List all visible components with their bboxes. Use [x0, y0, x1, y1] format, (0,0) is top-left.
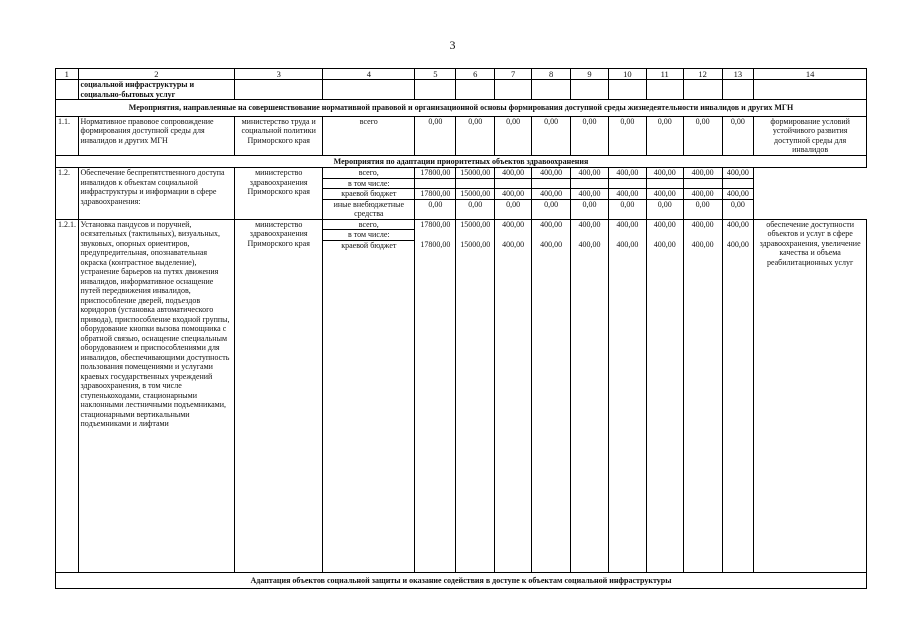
value-cell: 400,00: [571, 189, 609, 200]
header-cell: 10: [608, 69, 646, 80]
measures-table: [55, 68, 867, 589]
value-cell: 0,00: [722, 199, 754, 219]
table-row: [56, 168, 867, 179]
table-row: [56, 219, 867, 230]
value-cell: 17800,00: [415, 189, 456, 200]
value-cell: 400,00: [532, 189, 571, 200]
row-number: 1.2.: [56, 168, 79, 220]
row-number: 1.2.1.: [56, 219, 79, 572]
section-heading-row: [56, 155, 867, 168]
value-cell: 0,00: [608, 116, 646, 155]
executor: министерство здравоохранения Приморского края: [235, 219, 323, 572]
value-cell: 400,00: [495, 168, 532, 179]
value-cell: 15000,00: [456, 189, 495, 200]
row-number: 1.1.: [56, 116, 79, 155]
header-cell: 14: [754, 69, 867, 80]
value-cell: 0,00: [571, 116, 609, 155]
header-cell: 11: [646, 69, 683, 80]
header-cell: 5: [415, 69, 456, 80]
value-cell: 0,00: [495, 199, 532, 219]
value-cell: 400,00: [683, 219, 722, 230]
value-cell: 400,00: [722, 240, 754, 250]
value-cell: 400,00: [646, 168, 683, 179]
funding-source: иные внебюджетные средства: [323, 199, 415, 219]
section-heading-row: [56, 100, 867, 117]
value-cell: 400,00: [722, 189, 754, 200]
value-cell: 17800,00: [415, 168, 456, 179]
value-cell: 0,00: [532, 116, 571, 155]
value-cell: 17800,00: [415, 219, 456, 230]
value-cell: 400,00: [722, 219, 754, 230]
header-row: [56, 69, 867, 80]
expected-result: формирование условий устойчивого развития доступной среды для инвалидов: [754, 116, 867, 155]
value-cell: 400,00: [571, 219, 609, 230]
value-cell: 0,00: [571, 199, 609, 219]
funding-source: всего: [323, 116, 415, 155]
header-cell: 7: [495, 69, 532, 80]
header-cell: 2: [78, 69, 235, 80]
continuation-text: социальной инфраструктуры и социально-бытовых услуг: [78, 80, 235, 100]
value-cell: 400,00: [608, 168, 646, 179]
funding-source: в том числе:: [323, 230, 415, 241]
value-cell: 400,00: [495, 189, 532, 200]
value-cell: 400,00: [683, 168, 722, 179]
funding-source: краевой бюджет: [323, 189, 415, 200]
value-cell: 17800,00: [415, 240, 456, 250]
header-cell: 8: [532, 69, 571, 80]
header-cell: 13: [722, 69, 754, 80]
value-cell: 400,00: [532, 168, 571, 179]
table-row: [56, 116, 867, 155]
value-cell: 0,00: [415, 199, 456, 219]
header-cell: 3: [235, 69, 323, 80]
value-cell: 0,00: [532, 199, 571, 219]
header-cell: 12: [683, 69, 722, 80]
section-heading-row: [56, 572, 867, 589]
executor: министерство здравоохранения Приморского края: [235, 168, 323, 220]
value-cell: 400,00: [646, 219, 683, 230]
value-cell: 400,00: [495, 219, 532, 230]
value-cell: 400,00: [532, 240, 571, 250]
header-cell: 4: [323, 69, 415, 80]
value-cell: 400,00: [571, 168, 609, 179]
value-cell: 400,00: [532, 219, 571, 230]
value-cell: 0,00: [495, 116, 532, 155]
page-number: 3: [449, 38, 456, 52]
value-cell: 15000,00: [456, 168, 495, 179]
continuation-row: [56, 80, 867, 100]
value-cell: 400,00: [683, 240, 722, 250]
value-cell: 0,00: [456, 199, 495, 219]
measure-name: Обеспечение беспрепятственного доступа инвалидов к объектам социальной инфраструктуры и информации в сфере здравоохранения:: [78, 168, 235, 220]
executor: министерство труда и социальной политики Приморского края: [235, 116, 323, 155]
value-cell: 0,00: [646, 116, 683, 155]
measure-name: Установка пандусов и поручней, осязательных (тактильных), визуальных, звуковых, опорных ориентиров, предупредительная, опознавательная окраска (контрастное выделение), устранение барьеров на путях движения инвалидов, информативное оснащение путей передвижения инвалидов, приспособление дверей, подъездов коридоров (установка автоматического привода), приспособление входной группы, оборудование кнопки вызова помощника с обратной связью, оснащение специальным оборудованием и приспособлениями для инвалидов, обеспечивающими доступность пользования помещениями и услугами краевых государственных учреждений здравоохранения, в том числе ступенькоходами, стационарными наклонными лестничными подъемниками, стационарными вертикальными подъемниками и лифтами: [78, 219, 235, 572]
funding-source: всего,: [323, 219, 415, 230]
section-heading: Адаптация объектов социальной защиты и оказание содействия в доступе к объектам социальной инфраструктуры: [56, 572, 867, 589]
section-heading: Мероприятия по адаптации приоритетных объектов здравоохранения: [56, 155, 867, 168]
value-cell: 400,00: [608, 240, 646, 250]
value-cell: 0,00: [683, 199, 722, 219]
value-cell: 0,00: [683, 116, 722, 155]
value-cell: 400,00: [571, 240, 609, 250]
header-cell: 9: [571, 69, 609, 80]
value-cell: 400,00: [495, 240, 532, 250]
section-heading: Мероприятия, направленные на совершенствование нормативной правовой и организационной основы формирования доступной среды жизнедеятельности инвалидов и других МГН: [56, 100, 867, 117]
value-cell: 400,00: [608, 189, 646, 200]
measure-name: Нормативное правовое сопровождение формирования доступной среды для инвалидов и других МГН: [78, 116, 235, 155]
value-cell: 0,00: [722, 116, 754, 155]
value-cell: 0,00: [646, 199, 683, 219]
header-cell: 6: [456, 69, 495, 80]
value-cell: 0,00: [415, 116, 456, 155]
value-cell: 15000,00: [456, 240, 495, 250]
value-cell: 400,00: [608, 219, 646, 230]
funding-source: краевой бюджет: [323, 240, 415, 250]
funding-source: всего,: [323, 168, 415, 179]
value-cell: 0,00: [608, 199, 646, 219]
expected-result: обеспечение доступности объектов и услуг в сфере здравоохранения, увеличение качества и объема реабилитационных услуг: [754, 219, 867, 572]
funding-source: в том числе:: [323, 178, 415, 189]
header-cell: 1: [56, 69, 79, 80]
value-cell: 0,00: [456, 116, 495, 155]
value-cell: 15000,00: [456, 219, 495, 230]
value-cell: 400,00: [683, 189, 722, 200]
value-cell: 400,00: [646, 189, 683, 200]
value-cell: 400,00: [722, 168, 754, 179]
value-cell: 400,00: [646, 240, 683, 250]
